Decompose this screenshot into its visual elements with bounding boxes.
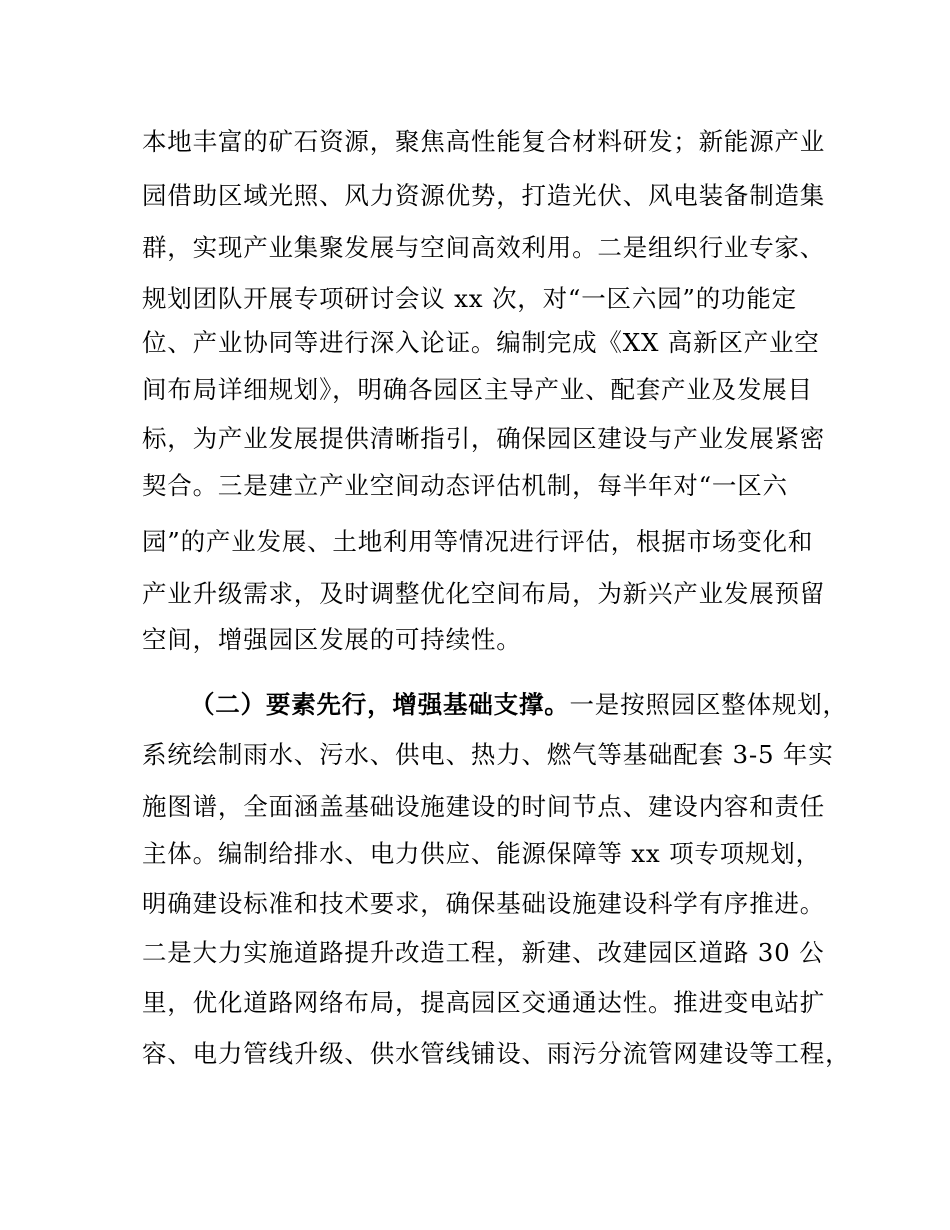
paragraph-line: 园借助区域光照、风力资源优势，打造光伏、风电装备制造集 — [142, 181, 826, 210]
section-heading-line — [190, 689, 848, 721]
paragraph-line: 规划团队开展专项研讨会议 xx 次，对“一区六园”的功能定 — [142, 284, 797, 313]
paragraph-line: 产业升级需求，及时调整优化空间布局，为新兴产业发展预留 — [142, 579, 826, 608]
paragraph-line: 间布局详细规划》，明确各园区主导产业、配套产业及发展目 — [142, 375, 813, 404]
section-heading-rest: 一是按照园区整体规划， — [569, 690, 848, 719]
paragraph-line: 容、电力管线升级、供水管线铺设、雨污分流管网建设等工程， — [142, 1039, 851, 1068]
paragraph-line: 标，为产业发展提供清晰指引，确保园区建设与产业发展紧密 — [142, 424, 826, 453]
paragraph-line: 二是大力实施道路提升改造工程，新建、改建园区道路 30 公 — [142, 938, 825, 967]
paragraph-line: 明确建设标准和技术要求，确保基础设施建设科学有序推进。 — [142, 889, 826, 918]
paragraph-line: 群，实现产业集聚发展与空间高效利用。二是组织行业专家、 — [142, 233, 826, 262]
paragraph-line: 空间，增强园区发展的可持续性。 — [142, 625, 522, 654]
paragraph-line: 施图谱，全面涵盖基础设施建设的时间节点、建设内容和责任 — [142, 792, 826, 821]
paragraph-line: 里，优化道路网络布局，提高园区交通通达性。推进变电站扩 — [142, 988, 826, 1017]
paragraph-line: 主体。编制给排水、电力供应、能源保障等 xx 项专项规划， — [142, 839, 821, 868]
paragraph-line: 园”的产业发展、土地利用等情况进行评估，根据市场变化和 — [142, 527, 814, 556]
paragraph-line: 系统绘制雨水、污水、供电、热力、燃气等基础配套 3-5 年实 — [142, 740, 834, 769]
paragraph-line: 本地丰富的矿石资源，聚焦高性能复合材料研发；新能源产业 — [142, 127, 826, 156]
paragraph-line: 契合。三是建立产业空间动态评估机制，每半年对“一区六 — [142, 471, 788, 500]
section-heading: （二）要素先行，增强基础支撑。 — [190, 690, 570, 719]
paragraph-line: 位、产业协同等进行深入论证。编制完成《XX 高新区产业空 — [142, 328, 820, 357]
